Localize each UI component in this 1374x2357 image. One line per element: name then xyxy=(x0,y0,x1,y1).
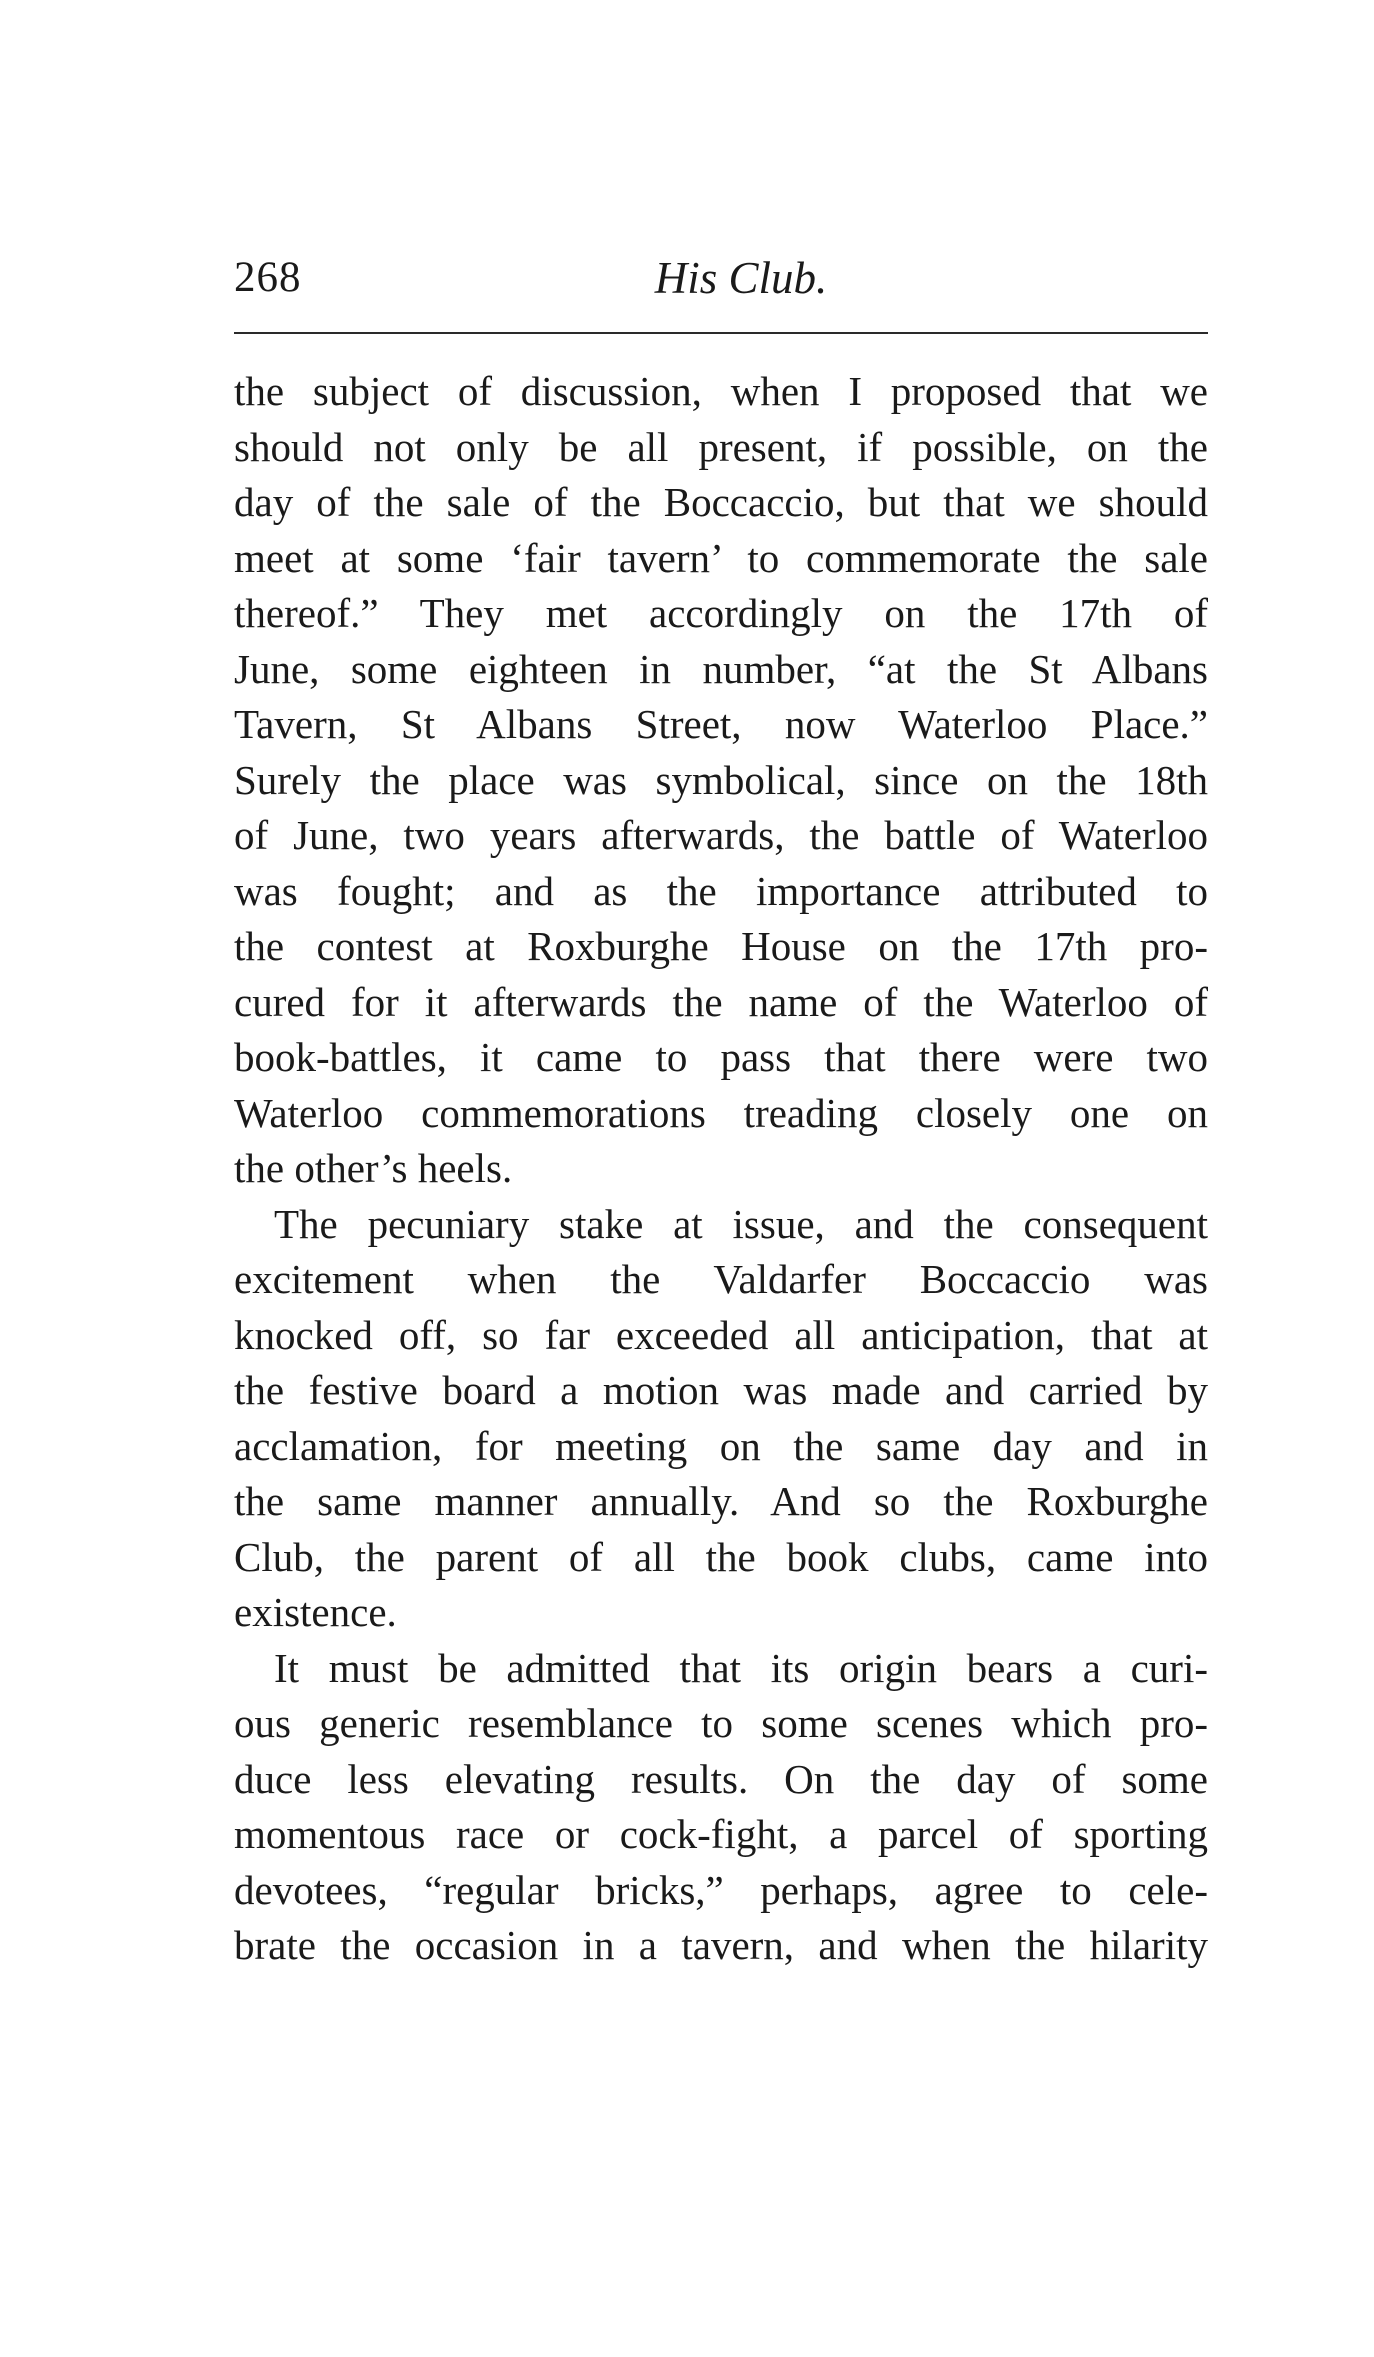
text-line: Surely the place was symbolical, since on the 18th xyxy=(234,756,1208,803)
text-line: Tavern, St Albans Street, now Waterloo Place.” xyxy=(234,701,1208,747)
text-line: cured for it afterwards the name of the Waterloo of xyxy=(234,978,1208,1025)
paragraph-3 xyxy=(234,1641,1208,1974)
text-line: devotees, “regular bricks,” perhaps, agree to cele- xyxy=(234,1866,1208,1913)
text-line: the other’s heels. xyxy=(234,1145,513,1191)
text-line: book-battles, it came to pass that there were two xyxy=(234,1034,1208,1080)
text-line: Waterloo commemorations treading closely one on xyxy=(234,1089,1208,1136)
paragraph-2 xyxy=(234,1197,1208,1641)
text-line: should not only be all present, if possible, on the xyxy=(234,423,1208,470)
text-line: excitement when the Valdarfer Boccaccio was xyxy=(234,1256,1208,1302)
text-line: The pecuniary stake at issue, and the consequent xyxy=(274,1200,1208,1247)
text-line: the contest at Roxburghe House on the 17th pro- xyxy=(234,923,1208,969)
page-number: 268 xyxy=(234,254,302,301)
running-title: His Club. xyxy=(654,253,828,303)
text-line: thereof.” They met accordingly on the 17th of xyxy=(234,590,1208,636)
text-line: Club, the parent of all the book clubs, came into xyxy=(234,1533,1208,1580)
paragraph-1 xyxy=(234,364,1208,1197)
text-line: the subject of discussion, when I proposed that we xyxy=(234,368,1208,414)
text-line: the same manner annually. And so the Roxburghe xyxy=(234,1478,1208,1524)
text-line: June, some eighteen in number, “at the St Albans xyxy=(234,645,1208,692)
text-line: of June, two years afterwards, the battle of Waterloo xyxy=(234,812,1208,858)
text-line: duce less elevating results. On the day of some xyxy=(234,1755,1208,1802)
text-line: day of the sale of the Boccaccio, but that we should xyxy=(234,479,1208,525)
text-line: brate the occasion in a tavern, and when the hilarity xyxy=(234,1922,1208,1968)
text-line: was fought; and as the importance attributed to xyxy=(234,867,1208,914)
text-line: It must be admitted that its origin bears a curi- xyxy=(274,1644,1208,1691)
text-line: ous generic resemblance to some scenes which pro- xyxy=(234,1700,1208,1746)
body-text xyxy=(234,364,1208,1974)
text-line: meet at some ‘fair tavern’ to commemorate the sale xyxy=(234,534,1208,581)
text-line: existence. xyxy=(234,1589,397,1635)
text-line: knocked off, so far exceeded all anticipation, that at xyxy=(234,1311,1208,1358)
text-line: acclamation, for meeting on the same day and in xyxy=(234,1422,1208,1469)
text-line: the festive board a motion was made and carried by xyxy=(234,1367,1208,1413)
page-header xyxy=(234,248,1208,308)
text-line: momentous race or cock-fight, a parcel of sporting xyxy=(234,1811,1208,1857)
header-rule xyxy=(234,332,1208,334)
